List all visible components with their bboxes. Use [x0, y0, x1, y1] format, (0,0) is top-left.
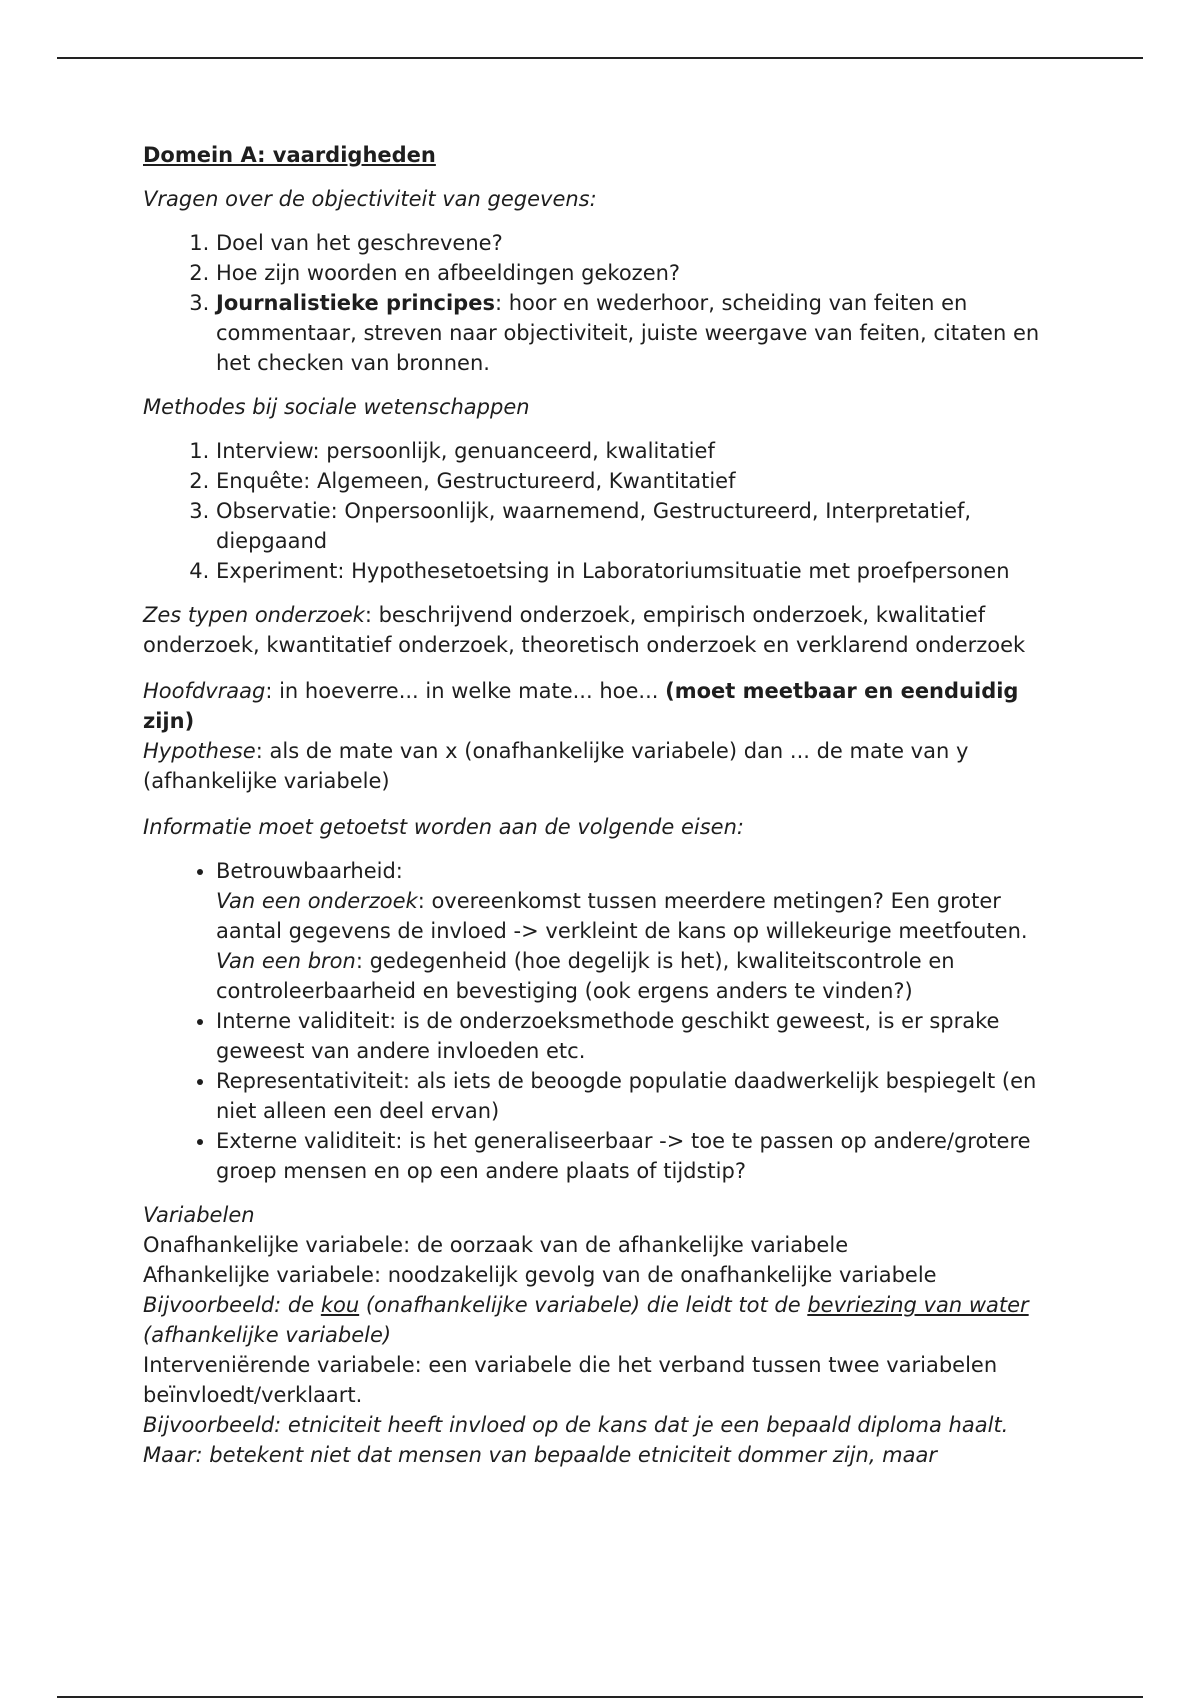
example-one: Bijvoorbeeld: de kou (onafhankelijke variabele) die leidt tot de bevriezing van water (afhankelijke variabele): [143, 1293, 1029, 1347]
dependent-variable-text: Afhankelijke variabele: noodzakelijk gevolg van de onafhankelijke variabele: [143, 1263, 937, 1287]
document-body: [143, 140, 1063, 1470]
methods-intro: Methodes bij sociale wetenschappen: [143, 395, 530, 419]
journalistic-principles-label: Journalistieke principes: [216, 291, 495, 315]
list-item: 2. Hoe zijn woorden en afbeeldingen gekozen?: [216, 258, 1063, 288]
list-item: • Interne validiteit: is de onderzoeksmethode geschikt geweest, is er sprake geweest van andere invloeden etc.: [216, 1006, 1063, 1066]
header-rule: [57, 57, 1143, 59]
requirements-list: [143, 856, 1063, 1186]
research-types-paragraph: Zes typen onderzoek: beschrijvend onderzoek, empirisch onderzoek, kwalitatief onderzoek, kwantitatief onderzoek, theoretisch onderzoek en verklarend onderzoek: [143, 603, 1026, 657]
footer-rule: [57, 1696, 1143, 1698]
requirements-intro: Informatie moet getoetst worden aan de volgende eisen:: [143, 815, 744, 839]
list-item: 4. Experiment: Hypothesetoetsing in Laboratoriumsituatie met proefpersonen: [216, 556, 1063, 586]
list-item: • Representativiteit: als iets de beoogde populatie daadwerkelijk bespiegelt (en niet alleen een deel ervan): [216, 1066, 1063, 1126]
example-two: Bijvoorbeeld: etniciteit heeft invloed op de kans dat je een bepaald diploma haalt. Maar: betekent niet dat mensen van bepaalde etniciteit dommer zijn, maar: [143, 1413, 1009, 1467]
intervening-variable-text: Interveniërende variabele: een variabele die het verband tussen twee variabelen beïnvloedt/verklaart.: [143, 1353, 998, 1407]
methods-list: [143, 436, 1063, 586]
list-item: • Betrouwbaarheid: Van een onderzoek: overeenkomst tussen meerdere metingen? Een groter aantal gegevens de invloed -> verkleint de kans op willekeurige meetfouten. Van een bron: gedegenheid (hoe degelijk is het), kwaliteitscontrole en controleerbaarheid en bevestiging (ook ergens anders te vinden?): [216, 856, 1063, 1006]
independent-variable-text: Onafhankelijke variabele: de oorzaak van de afhankelijke variabele: [143, 1233, 849, 1257]
section-heading: Domein A: vaardigheden: [143, 143, 436, 167]
list-item: 3. Journalistieke principes: hoor en wederhoor, scheiding van feiten en commentaar, streven naar objectiviteit, juiste weergave van feiten, citaten en het checken van bronnen.: [216, 288, 1063, 378]
objectivity-intro: Vragen over de objectiviteit van gegevens:: [143, 187, 597, 211]
list-item: 2. Enquête: Algemeen, Gestructureerd, Kwantitatief: [216, 466, 1063, 496]
list-item: 3. Observatie: Onpersoonlijk, waarnemend, Gestructureerd, Interpretatief, diepgaand: [216, 496, 1063, 556]
variables-title: Variabelen: [143, 1203, 255, 1227]
hypothesis-paragraph: Hypothese: als de mate van x (onafhankelijke variabele) dan ... de mate van y (afhankelijke variabele): [143, 739, 969, 793]
list-item: • Externe validiteit: is het generaliseerbaar -> toe te passen op andere/grotere groep mensen en op een andere plaats of tijdstip?: [216, 1126, 1063, 1186]
main-question-paragraph: Hoofdvraag: in hoeverre... in welke mate... hoe... (moet meetbaar en eenduidig zijn): [143, 679, 1019, 733]
objectivity-list: [143, 228, 1063, 378]
list-item: 1. Doel van het geschrevene?: [216, 228, 1063, 258]
list-item: 1. Interview: persoonlijk, genuanceerd, kwalitatief: [216, 436, 1063, 466]
